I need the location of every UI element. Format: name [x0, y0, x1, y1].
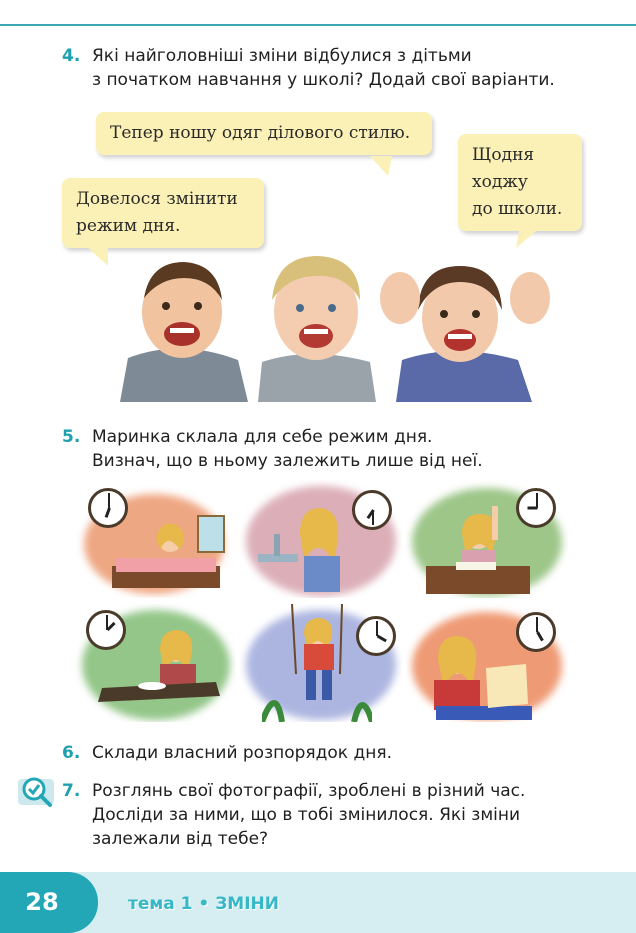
- bubble-line: режим дня.: [76, 216, 181, 236]
- task-4: [62, 44, 622, 92]
- bubble-line: до школи.: [472, 199, 563, 219]
- task-number: 6.: [62, 743, 81, 763]
- task-line: Які найголовніші зміни відбулися з дітьми: [92, 46, 472, 66]
- task-7: [62, 779, 622, 851]
- task-text: [92, 779, 622, 851]
- theme-label: тема 1 • ЗМІНИ: [128, 894, 279, 914]
- bubble-tail: [84, 244, 114, 268]
- bubble-line: Щодня: [472, 145, 535, 165]
- routine-wake-up: [74, 480, 236, 598]
- top-rule: [0, 0, 636, 26]
- boy-left: [120, 262, 248, 402]
- speech-bubble-clothes: [96, 112, 432, 155]
- routine-school: [406, 480, 568, 598]
- task-line: Визнач, що в ньому залежить лише від неї.: [92, 451, 483, 471]
- girl-right: [380, 266, 550, 402]
- routine-washing: [240, 480, 402, 598]
- task-line: залежали від тебе?: [92, 829, 269, 849]
- routine-homework: [406, 604, 568, 722]
- task-line: Склади власний розпорядок дня.: [92, 743, 392, 763]
- bubble-line: Довелося змінити: [76, 189, 238, 209]
- speech-bubble-schedule: [62, 178, 264, 248]
- daily-routine-illustrations: [74, 480, 568, 722]
- task-text: [92, 425, 622, 473]
- bubble-tail: [370, 156, 400, 178]
- bubble-line: ходжу: [472, 172, 528, 192]
- task-line: Досліди за ними, що в тобі змінилося. Які зміни: [92, 805, 521, 825]
- routine-lunch: [74, 604, 236, 722]
- bubble-tail: [514, 226, 542, 250]
- task-text: [92, 44, 622, 92]
- page-number: 28: [25, 888, 59, 916]
- bubble-line: Тепер ношу одяг ділового стилю.: [110, 123, 411, 143]
- task-number: 4.: [62, 46, 81, 66]
- children-photo: [120, 250, 558, 402]
- magnifier-check-icon: [18, 773, 54, 809]
- task-number: 7.: [62, 781, 81, 801]
- task-line: з початком навчання у школі? Додай свої варіанти.: [92, 70, 555, 90]
- task-line: Маринка склала для себе режим дня.: [92, 427, 433, 447]
- task-text: [92, 741, 622, 765]
- routine-playing: [240, 604, 402, 722]
- boy-middle: [258, 256, 376, 402]
- speech-bubble-school: [458, 134, 582, 231]
- task-5: [62, 425, 622, 473]
- task-line: Розглянь свої фотографії, зроблені в різний час.: [92, 781, 526, 801]
- task-6: [62, 741, 622, 765]
- task-number: 5.: [62, 427, 81, 447]
